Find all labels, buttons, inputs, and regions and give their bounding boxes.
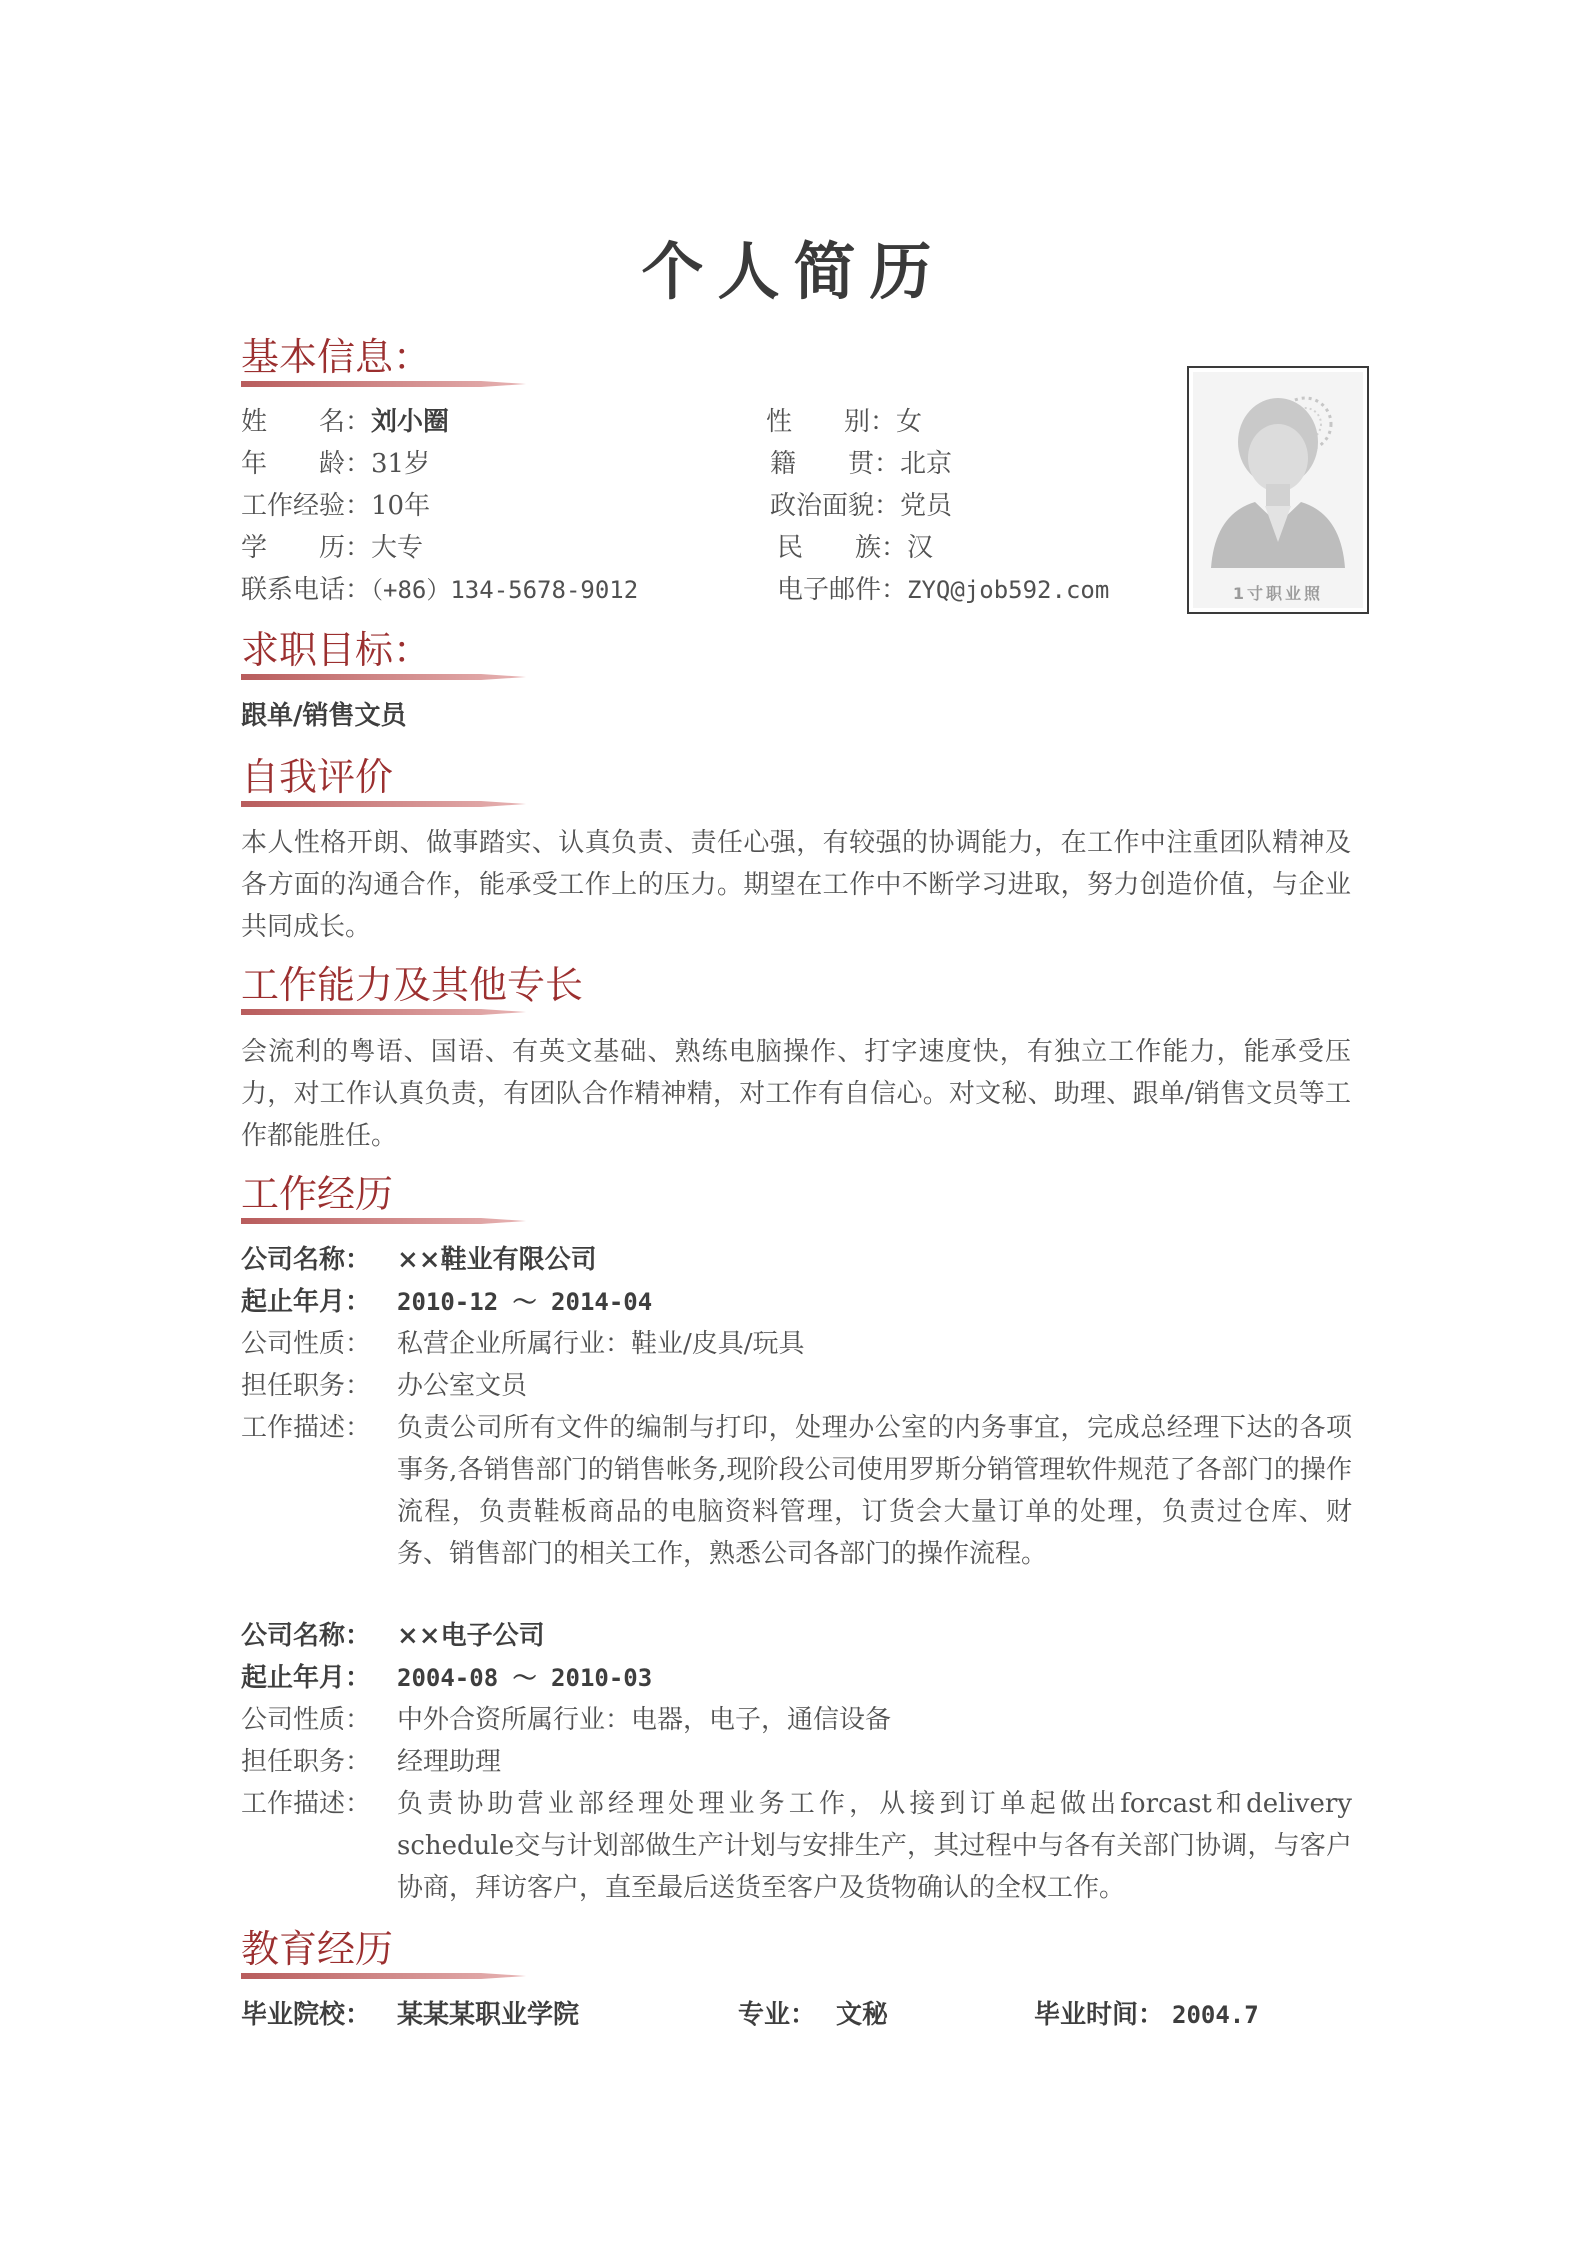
political-label: 政治面貌： bbox=[770, 491, 901, 521]
major-value: 文秘 bbox=[836, 2000, 889, 2030]
school-value: 某某某职业学院 bbox=[397, 2000, 580, 2030]
experience-row bbox=[241, 490, 430, 522]
phone-label: 联系电话： bbox=[241, 575, 372, 605]
age-label: 年 龄： bbox=[241, 449, 372, 479]
section-title: 自我评价 bbox=[241, 755, 394, 799]
gender-value: 女 bbox=[896, 407, 923, 437]
section-title: 基本信息： bbox=[241, 335, 432, 379]
section-arrow-icon bbox=[241, 1969, 526, 1983]
experience-label: 工作经验： bbox=[241, 491, 372, 521]
company-value: ××电子公司 bbox=[397, 1621, 545, 1651]
school-label: 毕业院校： bbox=[241, 2000, 372, 2030]
email-row bbox=[777, 574, 1109, 606]
grad-value: 2004.7 bbox=[1172, 2001, 1259, 2029]
description-value: 负责协助营业部经理处理业务工作，从接到订单起做出forcast和delivery schedule交与计划部做生产计划与安排生产，其过程中与各有关部门协调，与客户协商，拜访客户，直至最后送货至客户及货物确认的全权工作。 bbox=[397, 1789, 1352, 1903]
ethnicity-label: 民 族： bbox=[777, 533, 908, 563]
education-level-label: 学 历： bbox=[241, 533, 372, 563]
origin-value: 北京 bbox=[900, 449, 953, 479]
position-value: 办公室文员 bbox=[397, 1371, 528, 1401]
page-title: 个人简历 bbox=[641, 235, 946, 308]
period-value: 2004-08 ～ 2010-03 bbox=[397, 1664, 653, 1692]
self-eval-text: 本人性格开朗、做事踏实、认真负责、责任心强，有较强的协调能力，在工作中注重团队精神及各方面的沟通合作，能承受工作上的压力。期望在工作中不断学习进取，努力创造价值，与企业共同成长。 bbox=[241, 828, 1351, 942]
origin-label: 籍 贯： bbox=[770, 449, 901, 479]
education-level-row bbox=[241, 532, 423, 564]
major-label: 专业： bbox=[738, 2000, 817, 2030]
company-label: 公司名称： bbox=[241, 1621, 372, 1651]
gender-row bbox=[766, 406, 922, 438]
section-arrow-icon bbox=[241, 377, 526, 391]
nature-label: 公司性质： bbox=[241, 1705, 372, 1735]
period-label: 起止年月： bbox=[241, 1663, 372, 1693]
section-arrow-icon bbox=[241, 670, 526, 684]
nature-label: 公司性质： bbox=[241, 1329, 372, 1359]
section-header-objective bbox=[241, 628, 621, 688]
section-header-skills bbox=[241, 963, 621, 1023]
person-silhouette-icon bbox=[1193, 372, 1363, 608]
name-row bbox=[241, 406, 449, 438]
section-header-work bbox=[241, 1172, 621, 1232]
section-header-education bbox=[241, 1927, 621, 1987]
profile-photo bbox=[1187, 366, 1369, 614]
age-value: 31岁 bbox=[371, 449, 431, 479]
education-level-value: 大专 bbox=[371, 533, 424, 563]
company-value: ××鞋业有限公司 bbox=[397, 1245, 597, 1275]
section-title: 工作经历 bbox=[241, 1172, 394, 1216]
ethnicity-value: 汉 bbox=[907, 533, 934, 563]
section-title: 工作能力及其他专长 bbox=[241, 963, 584, 1007]
company-label: 公司名称： bbox=[241, 1245, 372, 1275]
name-label: 姓 名： bbox=[241, 407, 372, 437]
section-arrow-icon bbox=[241, 1214, 526, 1228]
section-title: 教育经历 bbox=[241, 1927, 394, 1971]
description-label: 工作描述： bbox=[241, 1413, 372, 1443]
position-label: 担任职务： bbox=[241, 1371, 372, 1401]
age-row bbox=[241, 448, 430, 480]
description-value: 负责公司所有文件的编制与打印，处理办公室的内务事宜，完成总经理下达的各项事务,各销售部门的销售帐务,现阶段公司使用罗斯分销管理软件规范了各部门的操作流程，负责鞋板商品的电脑资料管理，订货会大量订单的处理，负责过仓库、财务、销售部门的相关工作，熟悉公司各部门的操作流程。 bbox=[397, 1413, 1352, 1569]
section-header-basic-info bbox=[241, 335, 621, 395]
experience-value: 10年 bbox=[371, 491, 431, 521]
email-value: ZYQ@job592.com bbox=[907, 576, 1110, 604]
nature-value: 私营企业所属行业：鞋业/皮具/玩具 bbox=[397, 1329, 805, 1359]
political-row bbox=[770, 490, 952, 522]
nature-value: 中外合资所属行业：电器，电子，通信设备 bbox=[397, 1705, 892, 1735]
section-arrow-icon bbox=[241, 797, 526, 811]
phone-row bbox=[241, 574, 638, 606]
section-header-self-eval bbox=[241, 755, 621, 815]
photo-caption: 1寸职业照 bbox=[1232, 584, 1324, 603]
skills-text: 会流利的粤语、国语、有英文基础、熟练电脑操作、打字速度快，有独立工作能力，能承受压力，对工作认真负责，有团队合作精神精，对工作有自信心。对文秘、助理、跟单/销售文员等工作都能胜任。 bbox=[241, 1037, 1351, 1151]
description-label: 工作描述： bbox=[241, 1789, 372, 1819]
objective-text: 跟单/销售文员 bbox=[241, 701, 407, 731]
grad-label: 毕业时间： bbox=[1034, 2000, 1165, 2030]
period-label: 起止年月： bbox=[241, 1287, 372, 1317]
position-value: 经理助理 bbox=[397, 1747, 502, 1777]
gender-label: 性 别： bbox=[766, 407, 897, 437]
position-label: 担任职务： bbox=[241, 1747, 372, 1777]
email-label: 电子邮件： bbox=[777, 575, 908, 605]
section-title: 求职目标： bbox=[241, 628, 432, 672]
origin-row bbox=[770, 448, 952, 480]
ethnicity-row bbox=[777, 532, 933, 564]
period-value: 2010-12 ～ 2014-04 bbox=[397, 1288, 653, 1316]
name-value: 刘小圈 bbox=[371, 407, 450, 437]
political-value: 党员 bbox=[900, 491, 953, 521]
phone-value: （+86）134-5678-9012 bbox=[371, 576, 639, 604]
section-arrow-icon bbox=[241, 1005, 526, 1019]
